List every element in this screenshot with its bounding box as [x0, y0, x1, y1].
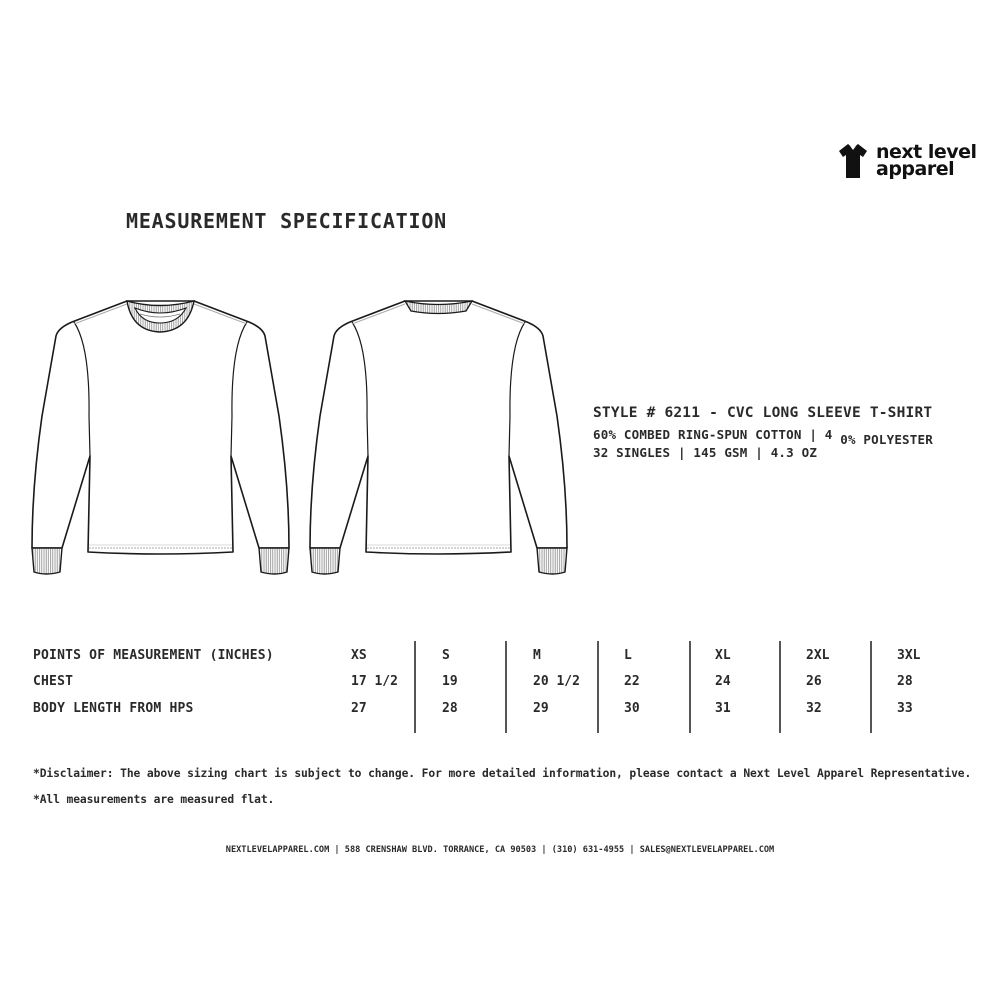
chest-3xl: 28: [897, 674, 913, 689]
length-s: 28: [442, 701, 458, 716]
brand-logo: [838, 142, 977, 180]
tshirt-icon: [838, 142, 868, 180]
chest-s: 19: [442, 674, 458, 689]
brand-line-1: next level: [876, 141, 977, 163]
size-header-m: M: [533, 648, 541, 663]
brand-wordmark: [876, 141, 977, 180]
fabric-composition-cont: 0% POLYESTER: [840, 432, 933, 447]
row-label-chest: CHEST: [33, 674, 74, 689]
size-header-l: L: [624, 648, 632, 663]
chest-l: 22: [624, 674, 640, 689]
size-chart-table: [33, 641, 993, 736]
length-xl: 31: [715, 701, 731, 716]
front-view-illustration: [28, 296, 293, 578]
long-sleeve-front-icon: [28, 296, 293, 578]
length-l: 30: [624, 701, 640, 716]
column-divider: [689, 641, 691, 733]
table-header-label: POINTS OF MEASUREMENT (INCHES): [33, 648, 274, 663]
chest-m: 20 1/2: [533, 674, 580, 689]
chest-2xl: 26: [806, 674, 822, 689]
row-label-body-length: BODY LENGTH FROM HPS: [33, 701, 194, 716]
measured-flat-note: *All measurements are measured flat.: [33, 793, 275, 806]
chest-xs: 17 1/2: [351, 674, 398, 689]
column-divider: [779, 641, 781, 733]
size-header-s: S: [442, 648, 450, 663]
size-header-2xl: 2XL: [806, 648, 830, 663]
page-title: MEASUREMENT SPECIFICATION: [126, 209, 448, 233]
contact-footer: NEXTLEVELAPPAREL.COM | 588 CRENSHAW BLVD. TORRANCE, CA 90503 | (310) 631-4955 | SALES@NEXTLEVELAPPAREL.COM: [225, 845, 775, 855]
length-xs: 27: [351, 701, 367, 716]
fabric-weight: 32 SINGLES | 145 GSM | 4.3 OZ: [593, 445, 818, 460]
size-header-xl: XL: [715, 648, 731, 663]
style-title: STYLE # 6211 - CVC LONG SLEEVE T-SHIRT: [593, 405, 933, 421]
brand-line-2: apparel: [876, 158, 955, 180]
length-2xl: 32: [806, 701, 822, 716]
size-header-3xl: 3XL: [897, 648, 921, 663]
column-divider: [597, 641, 599, 733]
chest-xl: 24: [715, 674, 731, 689]
fabric-composition: [593, 426, 933, 447]
fabric-composition-a: 60% COMBED RING-SPUN COTTON | 4: [593, 427, 833, 442]
product-spec: [593, 405, 933, 462]
length-3xl: 33: [897, 701, 913, 716]
size-header-xs: XS: [351, 648, 367, 663]
column-divider: [870, 641, 872, 733]
long-sleeve-back-icon: [306, 296, 571, 578]
back-view-illustration: [306, 296, 571, 578]
length-m: 29: [533, 701, 549, 716]
column-divider: [414, 641, 416, 733]
disclaimer-note: *Disclaimer: The above sizing chart is subject to change. For more detailed information, please contact a Next Level Apparel Representative.: [33, 767, 972, 780]
column-divider: [505, 641, 507, 733]
